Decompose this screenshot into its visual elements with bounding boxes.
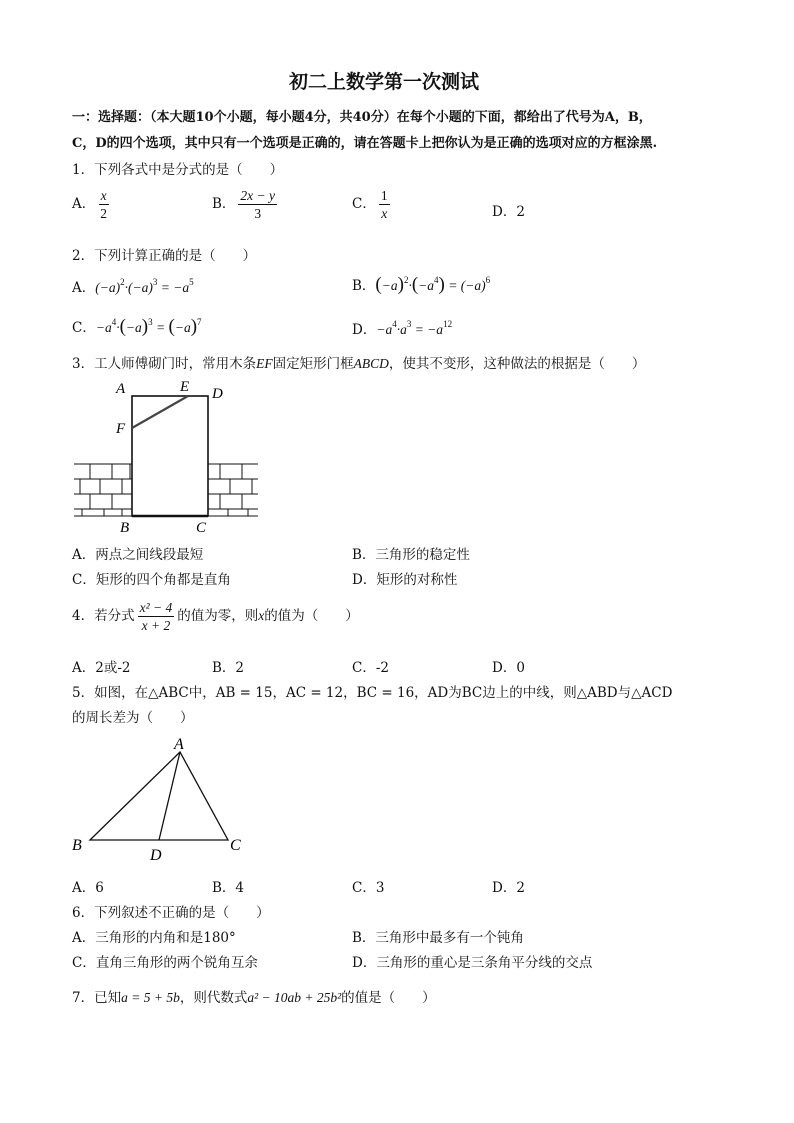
q4-option-a[interactable]: A．2或-2 — [72, 660, 131, 676]
q1-option-b-fraction: $\frac{2x - y}{3}$ — [240, 188, 276, 221]
label-b: B — [120, 520, 130, 536]
q1-option-b[interactable] — [212, 188, 280, 221]
q1-option-c[interactable] — [352, 188, 393, 221]
label-d: D — [150, 847, 162, 864]
q2-option-a-expression: $(-a)^2\cdot(-a)^3 = -a^5$ — [95, 277, 194, 295]
q5-option-a[interactable]: A．6 — [72, 880, 104, 896]
q4-option-c[interactable]: C．-2 — [352, 660, 389, 676]
label-d: D — [212, 386, 223, 402]
median-ad — [159, 752, 180, 840]
q4-option-d[interactable]: D．0 — [492, 660, 525, 676]
q6-option-c[interactable]: C．直角三角形的两个锐角互余 — [72, 955, 258, 971]
q2-option-b[interactable] — [352, 274, 490, 296]
q5-option-b[interactable]: B．4 — [212, 880, 245, 896]
q2-option-a-label: A． — [72, 280, 96, 296]
door-frame-abcd — [132, 396, 208, 516]
q4-option-b[interactable]: B．2 — [212, 660, 245, 676]
q5-option-d[interactable]: D．2 — [492, 880, 525, 896]
q6-option-d[interactable]: D．三角形的重心是三条角平分线的交点 — [352, 955, 593, 971]
q1-option-b-label: B． — [212, 196, 236, 212]
q2-option-b-expression: $(-a)^2\cdot(-a^4) = (-a)^6$ — [375, 274, 491, 295]
q6-option-a[interactable]: A．三角形的内角和是180° — [72, 930, 236, 946]
q2-option-c-expression: $-a^4\cdot(-a)^3 = (-a)^7$ — [95, 316, 202, 337]
q3-option-b[interactable]: B．三角形的稳定性 — [352, 547, 470, 563]
q2-option-b-label: B． — [352, 278, 376, 294]
brick-wall-right — [208, 464, 258, 516]
label-c: C — [196, 520, 207, 536]
label-a: A — [116, 381, 126, 397]
q1-option-a[interactable] — [72, 188, 112, 221]
q1-stem: 1．下列各式中是分式的是（ ） — [72, 162, 284, 178]
q5-stem-line1: 5．如图，在△ABC中，AB = 15，AC = 12，BC = 16，AD为BC边上的中线，则△ABD与△ACD — [72, 685, 673, 701]
q2-stem: 2．下列计算正确的是（ ） — [72, 248, 257, 264]
section-instructions-line2: C，D的四个选项，其中只有一个选项是正确的，请在答题卡上把你认为是正确的选项对应的方框涂黑. — [72, 136, 658, 151]
q1-option-d-value: 2 — [516, 204, 525, 220]
label-f: F — [116, 421, 126, 437]
label-a: A — [174, 736, 184, 753]
q6-stem: 6．下列叙述不正确的是（ ） — [72, 905, 270, 921]
section-instructions-line1: 一：选择题：（本大题10个小题，每小题4分，共40分）在每个小题的下面，都给出了代号为A，B， — [72, 110, 652, 125]
q2-option-c-label: C． — [72, 320, 96, 336]
label-b: B — [72, 837, 82, 854]
q3-option-d[interactable]: D．矩形的对称性 — [352, 572, 458, 588]
q1-option-d-label: D． — [492, 204, 517, 220]
q3-option-a[interactable]: A．两点之间线段最短 — [72, 547, 204, 563]
label-c: C — [230, 837, 241, 854]
door-frame-figure — [70, 374, 266, 538]
triangle-abc — [90, 752, 228, 840]
q6-option-b[interactable]: B．三角形中最多有一个钝角 — [352, 930, 524, 946]
q2-option-d[interactable] — [352, 318, 452, 338]
q2-option-d-label: D． — [352, 322, 377, 338]
q4-stem: 4．若分式 $\frac{\text{x² − 4}}{x + 2}$ 的值为零，则x的值为（ ） — [72, 600, 359, 633]
q7-stem: 7．已知a = 5 + 5b，则代数式a² − 10ab + 25b²的值是（ ） — [72, 990, 436, 1006]
q2-option-d-expression: $-a^4\cdot a^3 = -a^{12}$ — [376, 319, 453, 337]
brick-wall-left — [74, 464, 132, 516]
label-e: E — [180, 379, 190, 395]
q1-option-a-fraction: $\frac{x}{2}$ — [100, 188, 107, 221]
q1-option-a-label: A． — [72, 196, 96, 212]
q1-option-c-fraction: $\frac{1}{x}$ — [380, 188, 388, 221]
q3-option-c[interactable]: C．矩形的四个角都是直角 — [72, 572, 231, 588]
page-title: 初二上数学第一次测试 — [289, 71, 480, 93]
q1-option-d[interactable] — [492, 200, 525, 220]
q1-option-c-label: C． — [352, 196, 376, 212]
q2-option-c[interactable] — [72, 316, 202, 338]
q2-option-a[interactable] — [72, 276, 194, 296]
q5-stem-line2: 的周长差为（ ） — [72, 710, 194, 726]
q5-option-c[interactable]: C．3 — [352, 880, 385, 896]
triangle-abc-figure — [68, 730, 258, 866]
q3-stem: 3．工人师傅砌门时，常用木条EF固定矩形门框ABCD，使其不变形，这种做法的根据是（ ） — [72, 356, 646, 372]
